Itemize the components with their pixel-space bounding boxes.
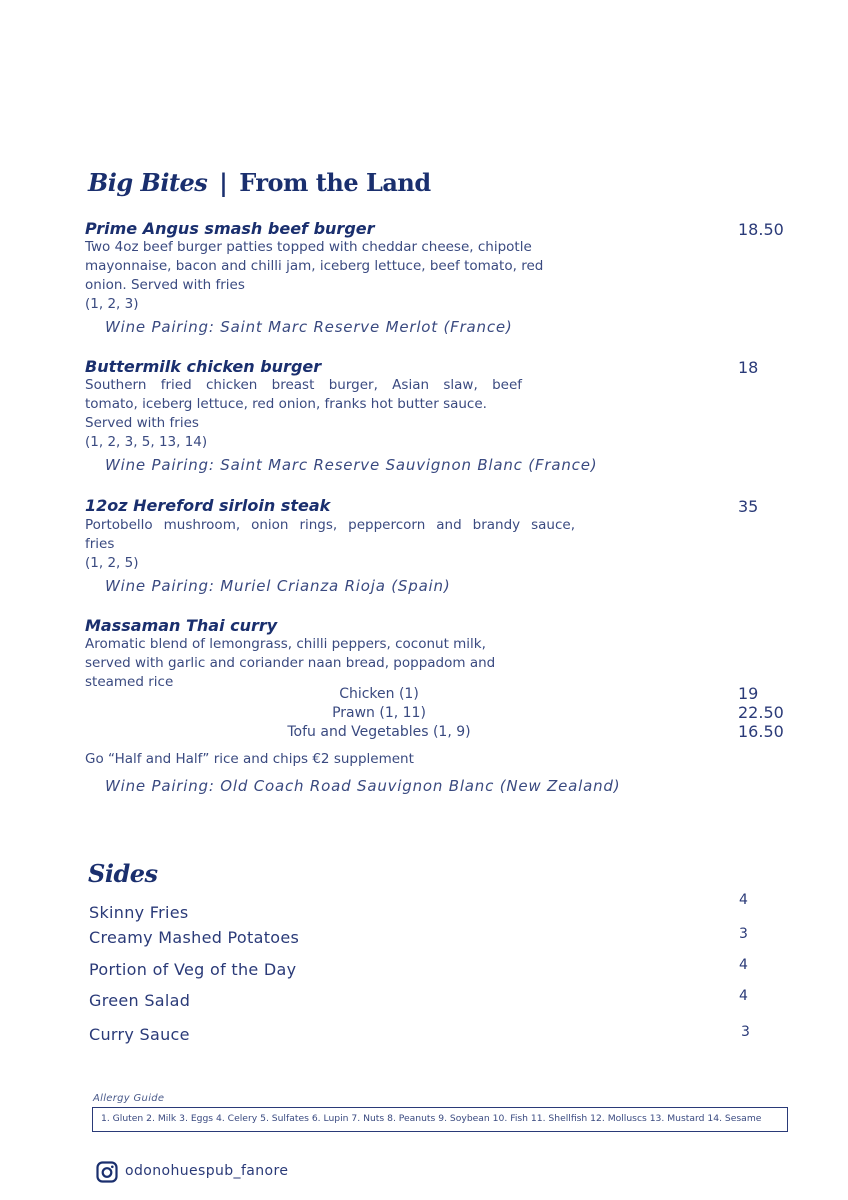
desc-line: Southern fried chicken breast burger, Asian slaw, beef (85, 377, 522, 393)
side-item-price: 4 (739, 957, 748, 973)
wine-pairing: Wine Pairing: Old Coach Road Sauvignon Blanc (New Zealand) (105, 777, 621, 795)
allergy-guide-text: 1. Gluten 2. Milk 3. Eggs 4. Celery 5. Sulfates 6. Lupin 7. Nuts 8. Peanuts 9. Soybean 10. Fish 11. Shellfish 12. Molluscs 13. Mustard 14. Sesame (101, 1113, 762, 1124)
allergy-guide-title: Allergy Guide (93, 1093, 165, 1104)
dish-allergens: (1, 2, 3, 5, 13, 14) (85, 434, 208, 450)
desc-line: served with garlic and coriander naan bread, poppadom and (85, 655, 496, 671)
dish-name: Prime Angus smash beef burger (85, 219, 375, 238)
section-title-separator: | (219, 168, 228, 197)
side-item-name: Creamy Mashed Potatoes (89, 928, 300, 947)
dish-allergens: (1, 2, 5) (85, 555, 139, 571)
desc-line: Served with fries (85, 415, 199, 431)
sides-title: Sides (88, 859, 158, 888)
dish-description (85, 635, 525, 692)
supplement-note: Go “Half and Half” rice and chips €2 supplement (85, 751, 414, 767)
side-item-name: Skinny Fries (89, 903, 189, 922)
variant-label: Prawn (1, 11) (332, 705, 426, 721)
dish-name: 12oz Hereford sirloin steak (85, 496, 331, 515)
dish-allergens: (1, 2, 3) (85, 296, 139, 312)
section-title-italic: Big Bites (88, 168, 208, 197)
side-item-price: 4 (739, 892, 748, 908)
side-item-name: Curry Sauce (89, 1025, 190, 1044)
dish-name: Buttermilk chicken burger (85, 357, 322, 376)
section-title-rest: From the Land (239, 168, 431, 197)
dish-price: 35 (738, 497, 759, 516)
dish-name: Massaman Thai curry (85, 616, 278, 635)
desc-line: tomato, iceberg lettuce, red onion, franks hot butter sauce. (85, 396, 487, 412)
wine-pairing: Wine Pairing: Saint Marc Reserve Merlot (France) (105, 318, 513, 336)
desc-line: Aromatic blend of lemongrass, chilli peppers, coconut milk, (85, 636, 486, 652)
variant-price: 22.50 (738, 703, 784, 722)
wine-pairing: Wine Pairing: Saint Marc Reserve Sauvignon Blanc (France) (105, 456, 598, 474)
variant-label: Tofu and Vegetables (1, 9) (287, 724, 471, 740)
dish-description (85, 238, 585, 314)
allergy-guide-box (92, 1107, 788, 1132)
wine-pairing: Wine Pairing: Muriel Crianza Rioja (Spain) (105, 577, 451, 595)
desc-line: mayonnaise, bacon and chilli jam, iceberg lettuce, beef tomato, red (85, 258, 544, 274)
desc-line: steamed rice (85, 674, 174, 690)
dish-description (85, 376, 522, 452)
desc-line: Portobello mushroom, onion rings, peppercorn and brandy sauce, (85, 517, 575, 533)
section-title-sides (88, 859, 158, 888)
dish-price: 18.50 (738, 220, 784, 239)
variant-price: 19 (738, 684, 759, 703)
instagram-handle[interactable]: odonohuespub_fanore (125, 1163, 289, 1179)
side-item-price: 4 (739, 988, 748, 1004)
variant-price: 16.50 (738, 722, 784, 741)
section-title-big-bites (88, 168, 431, 197)
side-item-price: 3 (741, 1024, 750, 1040)
side-item-price: 3 (739, 926, 748, 942)
side-item-name: Portion of Veg of the Day (89, 960, 297, 979)
variant-label: Chicken (1) (339, 686, 419, 702)
side-item-name: Green Salad (89, 991, 191, 1010)
dish-description (85, 516, 575, 573)
desc-line: Two 4oz beef burger patties topped with cheddar cheese, chipotle (85, 239, 532, 255)
dish-price: 18 (738, 358, 759, 377)
desc-line: fries (85, 536, 115, 552)
desc-line: onion. Served with fries (85, 277, 245, 293)
instagram-icon[interactable] (96, 1161, 118, 1183)
